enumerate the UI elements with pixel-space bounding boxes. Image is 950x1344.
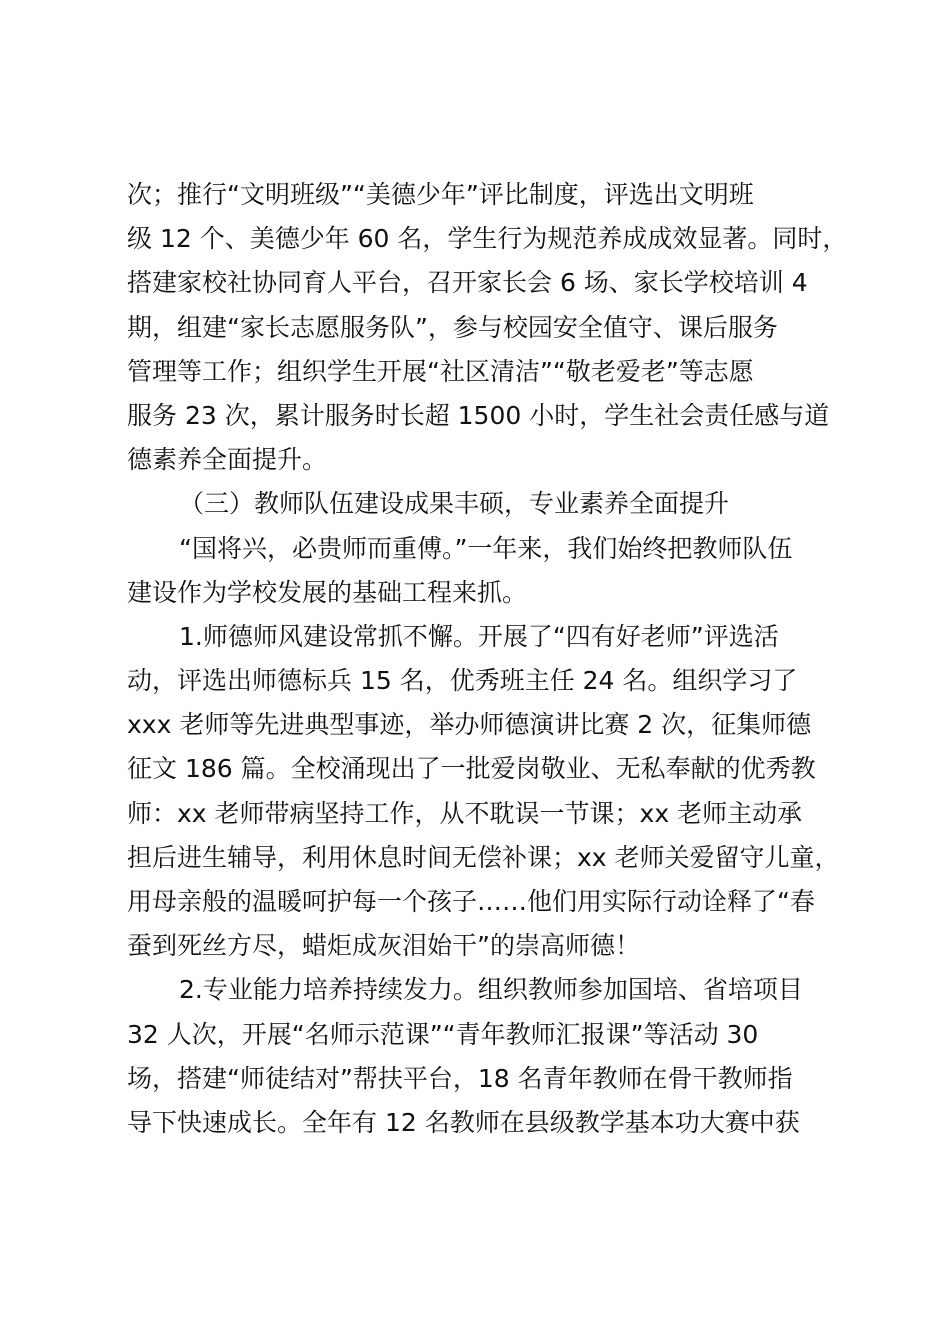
text-line: 32 人次，开展“名师示范课”“青年教师汇报课”等活动 30: [127, 1019, 759, 1049]
text-line: 服务 23 次，累计服务时长超 1500 小时，学生社会责任感与道: [127, 400, 830, 430]
text-line: 次；推行“文明班级”“美德少年”评比制度，评选出文明班: [127, 180, 754, 209]
text-line: 2.专业能力培养持续发力。组织教师参加国培、省培项目: [179, 975, 803, 1005]
text-line: 师：xx 老师带病坚持工作，从不耽误一节课；xx 老师主动承: [127, 798, 803, 828]
text-line: 用母亲般的温暖呵护每一个孩子……他们用实际行动诠释了“春: [127, 887, 815, 916]
text-line: 场，搭建“师徒结对”帮扶平台，18 名青年教师在骨干教师指: [127, 1063, 793, 1093]
body-text: [127, 173, 848, 1145]
text-line: 征文 186 篇。全校涌现出了一批爱岗敬业、无私奉献的优秀教: [127, 754, 816, 784]
section-heading: （三）教师队伍建设成果丰硕，专业素养全面提升: [179, 489, 730, 519]
text-line: 建设作为学校发展的基础工程来抓。: [127, 577, 528, 607]
text-line: xxx 老师等先进典型事迹，举办师德演讲比赛 2 次，征集师德: [127, 710, 812, 740]
text-line: 管理等工作；组织学生开展“社区清洁”“敬老爱老”等志愿: [127, 356, 754, 386]
text-line: 搭建家校社协同育人平台，召开家长会 6 场、家长学校培训 4: [127, 268, 808, 298]
text-line: 1.师德师风建设常抓不懈。开展了“四有好老师”评选活: [179, 621, 779, 651]
text-line: 导下快速成长。全年有 12 名教师在县级教学基本功大赛中获: [127, 1107, 800, 1137]
text-line: 级 12 个、美德少年 60 名，学生行为规范养成成效显著。同时，: [127, 224, 848, 254]
text-line: 担后进生辅导，利用休息时间无偿补课；xx 老师关爱留守儿童，: [127, 842, 840, 872]
text-line: 动，评选出师德标兵 15 名，优秀班主任 24 名。组织学习了: [127, 666, 798, 696]
text-line: 蚕到死丝方尽，蜡炬成灰泪始干”的崇高师德！: [127, 931, 640, 961]
text-line: “国将兴，必贵师而重傅。”一年来，我们始终把教师队伍: [179, 533, 793, 563]
text-line: 德素养全面提升。: [127, 445, 328, 475]
text-line: 期，组建“家长志愿服务队”，参与校园安全值守、课后服务: [127, 312, 778, 342]
